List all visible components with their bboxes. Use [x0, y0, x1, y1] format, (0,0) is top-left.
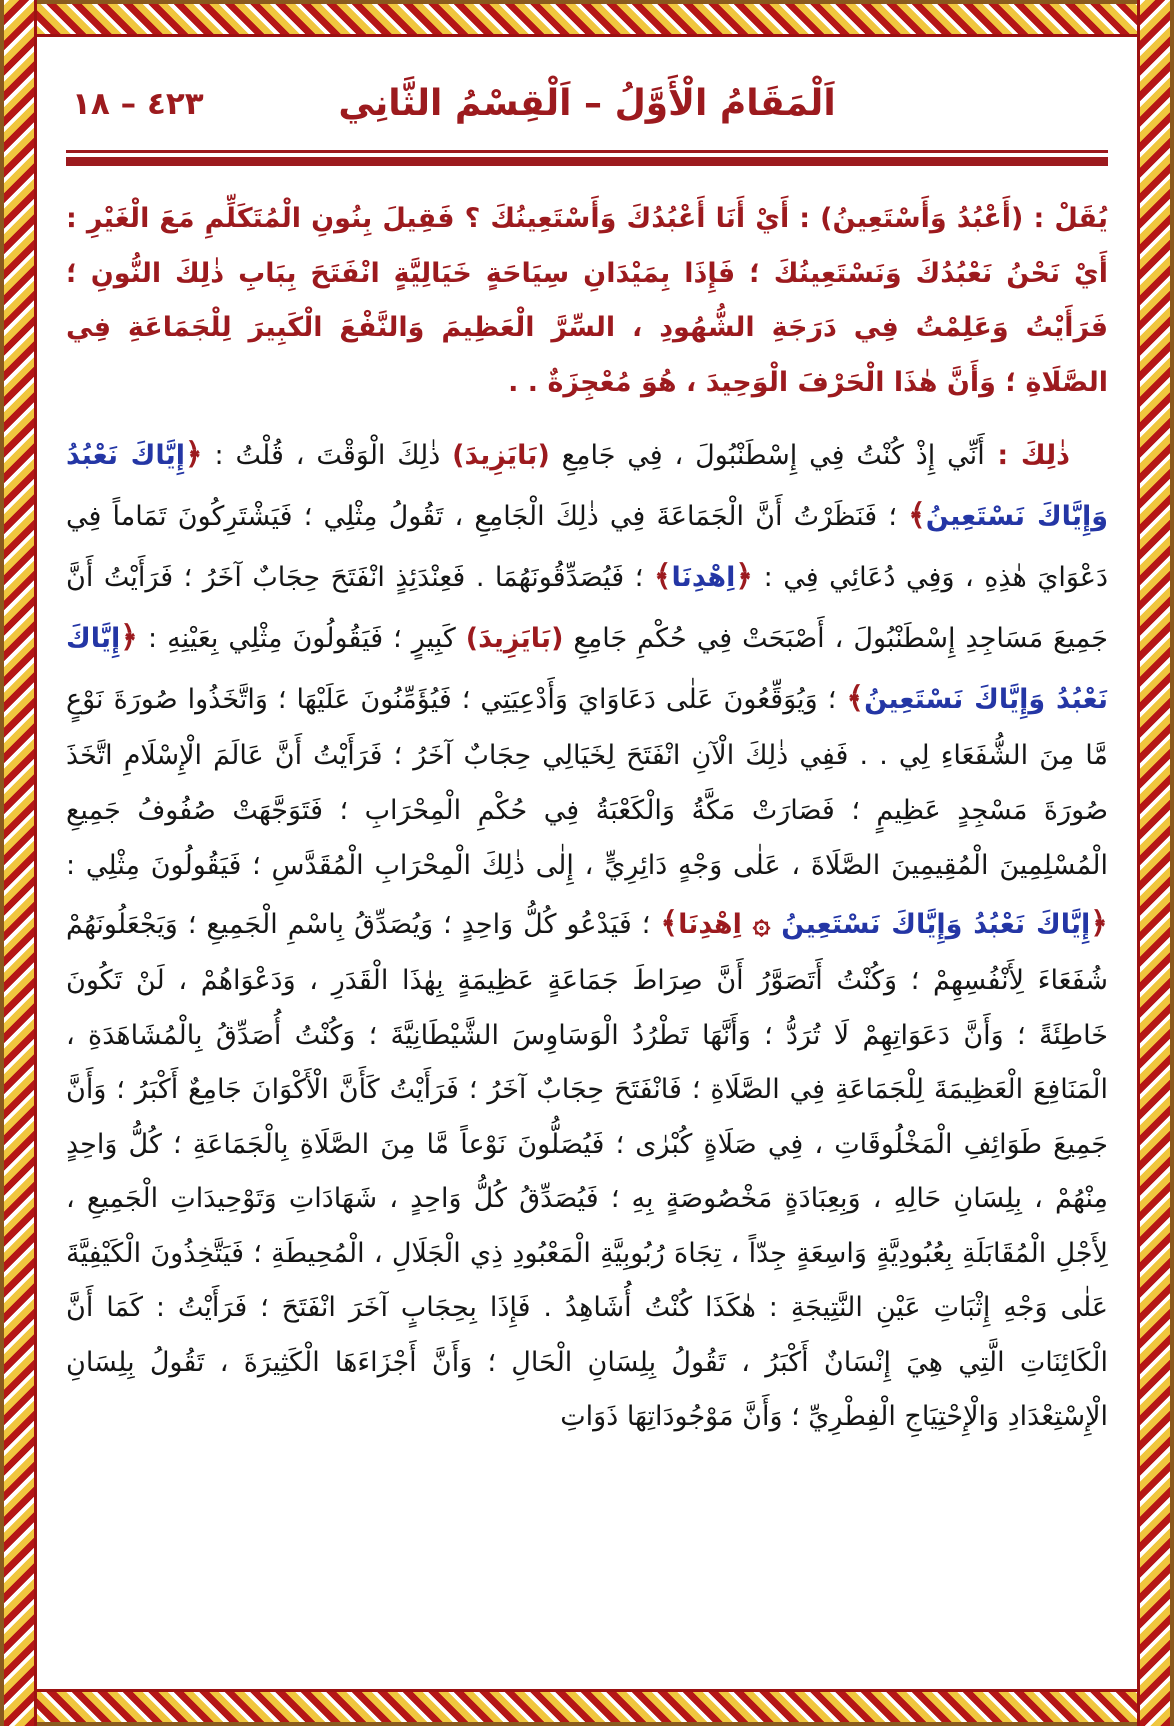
text-segment: كَبِيرٍ ؛ فَيَقُولُونَ مِثْلِي بِعَيْنِهِ : — [138, 623, 466, 655]
quote-ornament: ﴿ — [735, 559, 754, 595]
header-divider — [66, 150, 1108, 166]
text-segment: ذٰلِكَ : — [984, 440, 1071, 472]
divider-thin-line — [66, 150, 1108, 153]
quote-ornament: ﴾ — [653, 559, 672, 595]
text-segment: ؛ وَيُوَقِّعُونَ عَلٰى دَعَاوَايَ وَأَدْعِيَتِي ؛ فَيُؤَمِّنُونَ عَلَيْهَا ؛ وَاتَّخَذُوا صُورَةَ نَوْعٍ مَّا مِنَ الشُّفَعَاءِ لِي . . فَفِي ذٰلِكَ الْآنِ انْفَتَحَ لِخَيَالِي حِجَابٌ آخَرُ ؛ فَرَأَيْتُ أَنَّ عَالَمَ الْإِسْلَامِ اتَّخَذَ صُورَةَ مَسْجِدٍ عَظِيمٍ ؛ فَصَارَتْ مَكَّةُ وَالْكَعْبَةُ فِي حُكْمِ الْمِحْرَابِ ؛ فَتَوَجَّهَتْ صُفُوفُ جَمِيعِ الْمُسْلِمِينَ الْمُقِيمِينَ الصَّلَاةَ ، عَلٰى وَجْهٍ دَائِرِيٍّ ، إِلٰى ذٰلِكَ الْمِحْرَابِ الْمُقَدَّسِ ؛ فَيَقُولُونَ مِثْلِي : — [66, 684, 1108, 881]
decorative-border-left — [0, 0, 37, 1726]
text-segment: (بَايَزِيدَ) — [452, 440, 550, 472]
quote-ornament: ﴾ — [846, 681, 865, 717]
paragraph-intro — [66, 192, 1108, 410]
text-segment: ذٰلِكَ الْوَقْتَ ، قُلْتُ : — [202, 440, 453, 472]
text-segment: ؛ فَيُصَدِّقُونَهُمَا . فَعِنْدَئِذٍ انْفَتَحَ حِجَابٌ آخَرُ ؛ فَرَأَيْتُ أَنَّ جَمِيعَ مَسَاجِدِ إِسْطَنْبُولَ ، أَصْبَحَتْ فِي حُكْمِ جَامِعِ — [66, 562, 1108, 655]
page-header — [66, 72, 1108, 136]
page-title: اَلْمَقَامُ الْأَوَّلُ – اَلْقِسْمُ الثَّانِي — [338, 83, 836, 124]
quran-quote: إِيَّاكَ نَعْبُدُ وَإِيَّاكَ نَسْتَعِينُ — [66, 440, 1108, 533]
quote-ornament: ﴿ — [120, 620, 138, 656]
quote-ornament: ﴾ — [908, 498, 926, 534]
text-segment: يُقَلْ : (أَعْبُدُ وَأَسْتَعِينُ) : أَيْ أَنَا أَعْبُدُكَ وَأَسْتَعِينُكَ ؟ فَقِيلَ بِنُونِ الْمُتَكَلِّمِ مَعَ الْغَيْرِ : أَيْ نَحْنُ نَعْبُدُكَ وَنَسْتَعِينُكَ ؛ فَإِذَا بِمَيْدَانِ سِيَاحَةٍ خَيَالِيَّةٍ انْفَتَحَ بِبَابِ ذٰلِكَ النُّونِ ؛ فَرَأَيْتُ وَعَلِمْتُ فِي دَرَجَةِ الشُّهُودِ ، السِّرَّ الْعَظِيمَ وَالنَّفْعَ الْكَبِيرَ لِلْجَمَاعَةِ فِي الصَّلَاةِ ؛ وَأَنَّ هٰذَا الْحَرْفَ الْوَحِيدَ ، هُوَ مُعْجِزَةٌ . . — [66, 203, 1108, 398]
quran-quote: إِيَّاكَ نَعْبُدُ وَإِيَّاكَ نَسْتَعِينُ — [66, 623, 1108, 716]
quran-quote: إِيَّاكَ نَعْبُدُ وَإِيَّاكَ نَسْتَعِينُ — [770, 909, 1091, 941]
page-number: ٤٢٣ – ١٨ — [72, 86, 204, 122]
decorative-border-bottom — [0, 1689, 1174, 1726]
text-segment: اِهْدِنَا — [678, 909, 753, 941]
quote-ornament: ۞ — [752, 906, 771, 942]
divider-thick-line — [66, 157, 1108, 166]
paragraph-vision — [66, 424, 1108, 1445]
text-segment: ؛ فَنَظَرْتُ أَنَّ الْجَمَاعَةَ فِي ذٰلِكَ الْجَامِعِ ، تَقُولُ مِثْلِي ؛ فَيَشْتَرِكُونَ تَمَاماً فِي دَعْوَايَ هٰذِهِ ، وَفِي دُعَائِي فِي : — [66, 501, 1108, 594]
text-segment: (بَايَزِيدَ) — [465, 623, 564, 655]
page-body — [66, 192, 1108, 1445]
text-segment: أَنِّي إِذْ كُنْتُ فِي إِسْطَنْبُولَ ، فِي جَامِعِ — [549, 440, 985, 472]
decorative-border-right — [1137, 0, 1174, 1726]
quote-ornament: ﴿ — [184, 437, 203, 473]
quote-ornament: ﴾ — [660, 906, 679, 942]
quran-quote: اِهْدِنَا — [671, 562, 736, 594]
quote-ornament: ﴿ — [1090, 906, 1109, 942]
text-segment: ؛ فَيَدْعُو كُلُّ وَاحِدٍ ؛ وَيُصَدِّقُ بِاسْمِ الْجَمِيعِ ؛ وَيَجْعَلُونَهُمْ شُفَعَاءَ لِأَنْفُسِهِمْ ؛ وَكُنْتُ أَتَصَوَّرُ أَنَّ صِرَاطَ جَمَاعَةٍ عَظِيمَةٍ بِهٰذَا الْقَدَرِ ، وَدَعْوَاهُمْ ، لَنْ تَكُونَ خَاطِئَةً ؛ وَأَنَّ دَعَوَاتِهِمْ لَا تُرَدُّ ؛ وَأَنَّهَا تَطْرُدُ الْوَسَاوِسَ الشَّيْطَانِيَّةَ ؛ وَكُنْتُ أُصَدِّقُ بِالْمُشَاهَدَةِ ، الْمَنَافِعَ الْعَظِيمَةَ لِلْجَمَاعَةِ فِي الصَّلَاةِ ؛ فَانْفَتَحَ حِجَابٌ آخَرُ ؛ فَرَأَيْتُ كَأَنَّ الْأَكْوَانَ جَامِعٌ أَكْبَرُ ؛ وَأَنَّ جَمِيعَ طَوَائِفِ الْمَخْلُوقَاتِ ، فِي صَلَاةٍ كُبْرٰى ؛ فَيُصَلُّونَ نَوْعاً مَّا مِنَ الصَّلَاةِ بِالْجَمَاعَةِ ؛ كُلُّ وَاحِدٍ مِنْهُمْ ، بِلِسَانِ حَالِهِ ، وَبِعِبَادَةٍ مَخْصُوصَةٍ بِهِ ؛ فَيُصَدِّقُ كُلُّ وَاحِدٍ ، شَهَادَاتِ وَتَوْحِيدَاتِ الْجَمِيعِ ، لِأَجْلِ الْمُقَابَلَةِ بِعُبُودِيَّةٍ وَاسِعَةٍ جِدّاً ، تِجَاهَ رُبُوبِيَّةِ الْمَعْبُودِ ذِي الْجَلَالِ ، الْمُحِيطَةِ ؛ فَيَتَّخِذُونَ الْكَيْفِيَّةَ عَلٰى وَجْهِ إِثْبَاتِ عَيْنِ النَّتِيجَةِ : هٰكَذَا كُنْتُ أُشَاهِدُ . فَإِذَا بِحِجَابٍ آخَرَ انْفَتَحَ ؛ فَرَأَيْتُ : كَمَا أَنَّ الْكَائِنَاتِ الَّتِي هِيَ إِنْسَانٌ أَكْبَرُ ، تَقُولُ بِلِسَانِ الْحَالِ ؛ وَأَنَّ أَجْزَاءَهَا الْكَثِيرَةَ ، تَقُولُ بِلِسَانِ الْإِسْتِعْدَادِ وَالْإِحْتِيَاجِ الْفِطْرِيِّ ؛ وَأَنَّ مَوْجُودَاتِهَا ذَوَاتِ — [66, 909, 1108, 1433]
decorative-border-top — [0, 0, 1174, 37]
page-content — [38, 38, 1136, 1688]
